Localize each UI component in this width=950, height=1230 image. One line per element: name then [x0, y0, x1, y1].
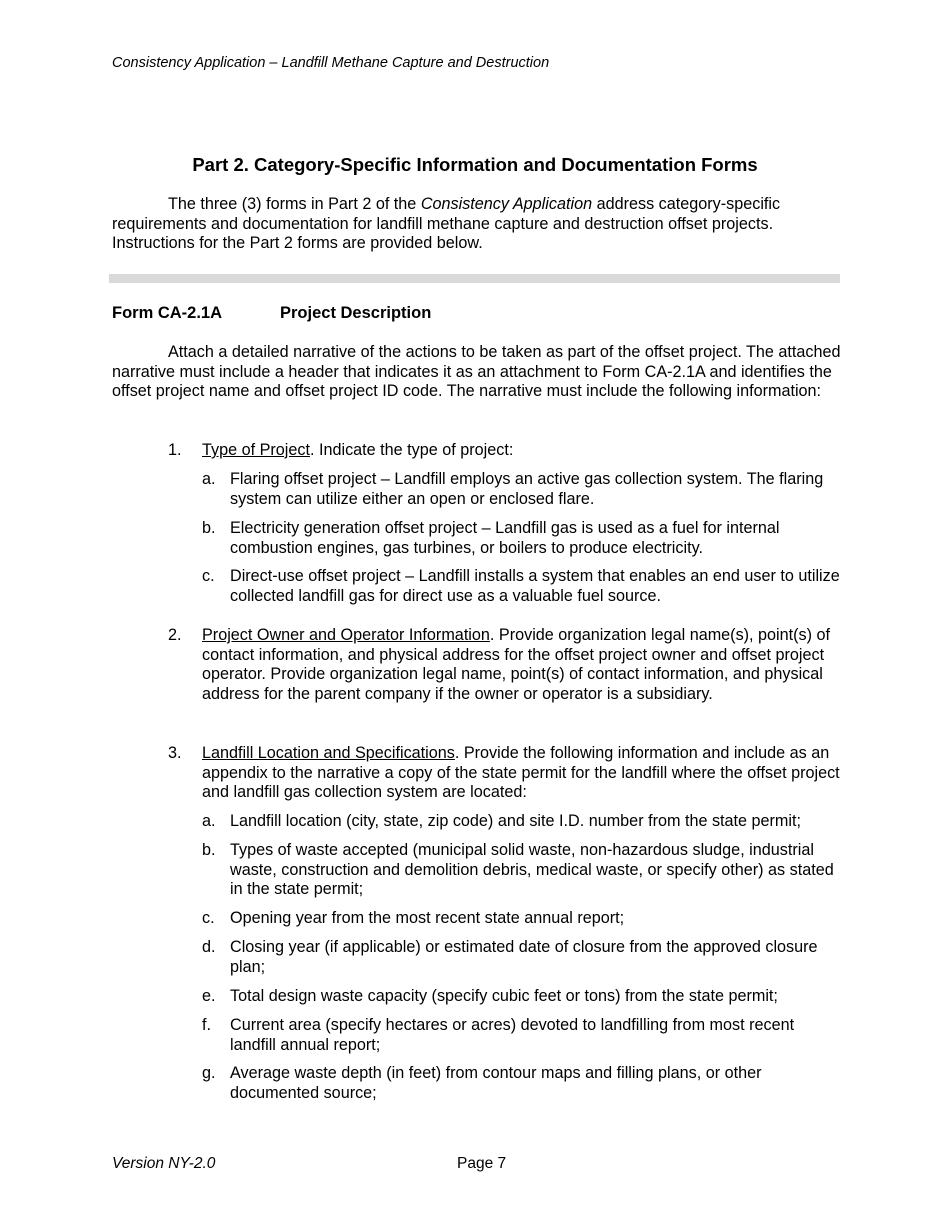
- list-item-number: 2.: [168, 626, 182, 644]
- footer-page-number: Page 7: [457, 1155, 507, 1172]
- form-id: Form CA-2.1A: [112, 304, 223, 322]
- sub-item: [202, 987, 842, 1007]
- sub-item-text: Opening year from the most recent state annual report;: [230, 909, 625, 927]
- sub-item-text: Total design waste capacity (specify cubic feet or tons) from the state permit;: [230, 987, 778, 1005]
- form-title: Project Description: [280, 304, 432, 322]
- sub-item: [202, 567, 842, 606]
- intro-text-before: The three (3) forms in Part 2 of the: [168, 195, 421, 213]
- list-item-text: . Indicate the type of project:: [309, 441, 514, 459]
- list-item-title: Project Owner and Operator Information: [202, 626, 490, 644]
- list-item-number: 3.: [168, 744, 182, 762]
- sub-item-letter: e.: [202, 987, 216, 1005]
- list-item-title: Landfill Location and Specifications: [202, 744, 455, 762]
- sub-item-text: Types of waste accepted (municipal solid waste, non-hazardous sludge, industrial waste, construction and demolition debris, medical waste, or specify other) as stated in the state permit;: [230, 841, 834, 899]
- list-item-title: Type of Project: [202, 441, 310, 459]
- sub-item-letter: c.: [202, 909, 215, 927]
- list-item: [168, 626, 844, 704]
- form-narrative: Attach a detailed narrative of the actions to be taken as part of the offset project. The attached narrative must include a header that indicates it as an attachment to Form CA-2.1A and identifies the offset project name and offset project ID code. The narrative must include the following information:: [112, 343, 841, 401]
- sub-item-letter: c.: [202, 567, 215, 585]
- part-title: Part 2. Category-Specific Information and Documentation Forms: [192, 154, 758, 175]
- sub-item-text: Closing year (if applicable) or estimated date of closure from the approved closure plan;: [230, 938, 818, 976]
- intro-paragraph: [112, 195, 842, 254]
- sub-item-text: Average waste depth (in feet) from contour maps and filling plans, or other documented source;: [230, 1064, 762, 1102]
- sub-item-text: Electricity generation offset project – Landfill gas is used as a fuel for internal combustion engines, gas turbines, or boilers to produce electricity.: [230, 519, 780, 557]
- sub-item: [202, 812, 842, 832]
- list-item-text: . Provide organization legal name(s), point(s) of contact information, and physical address for the offset project owner and offset project operator. Provide organization legal name, point(s) of contact information, and physical address for the parent company if the owner or operator is a subsidiary.: [202, 626, 831, 703]
- sub-item: [202, 938, 842, 977]
- sub-item: [202, 1064, 842, 1103]
- sub-item-letter: f.: [202, 1016, 211, 1034]
- section-divider: [109, 274, 840, 283]
- list-item-text: . Provide the following information and include as an appendix to the narrative a copy of the state permit for the landfill where the offset project and landfill gas collection system are located:: [202, 744, 840, 802]
- sub-item-text: Flaring offset project – Landfill employs an active gas collection system. The flaring system can utilize either an open or enclosed flare.: [230, 470, 824, 508]
- sub-item-text: Landfill location (city, state, zip code) and site I.D. number from the state permit;: [230, 812, 802, 830]
- sub-item: [202, 470, 842, 509]
- sub-item-text: Direct-use offset project – Landfill installs a system that enables an end user to utilize collected landfill gas for direct use as a valuable fuel source.: [230, 567, 840, 605]
- running-header: Consistency Application – Landfill Methane Capture and Destruction: [112, 55, 550, 71]
- sub-item: [202, 1016, 842, 1055]
- sub-item: [202, 519, 842, 558]
- sub-item-letter: g.: [202, 1064, 216, 1082]
- sub-item: [202, 841, 842, 900]
- sub-item-letter: a.: [202, 470, 216, 488]
- sub-item-letter: b.: [202, 841, 216, 859]
- form-heading: [112, 304, 432, 323]
- sub-item-letter: b.: [202, 519, 216, 537]
- list-item-number: 1.: [168, 441, 182, 459]
- intro-text-after: address category-specific requirements and documentation for landfill methane capture and destruction offset projects. Instructions for the Part 2 forms are provided below.: [112, 195, 781, 253]
- sub-item-letter: d.: [202, 938, 216, 956]
- footer-version: Version NY-2.0: [112, 1155, 216, 1172]
- list-item: [168, 744, 844, 803]
- sub-item-text: Current area (specify hectares or acres) devoted to landfilling from most recent landfill annual report;: [230, 1016, 795, 1054]
- sub-item-letter: a.: [202, 812, 216, 830]
- list-item: [168, 441, 844, 461]
- intro-emphasis: Consistency Application: [420, 195, 593, 213]
- sub-item: [202, 909, 842, 929]
